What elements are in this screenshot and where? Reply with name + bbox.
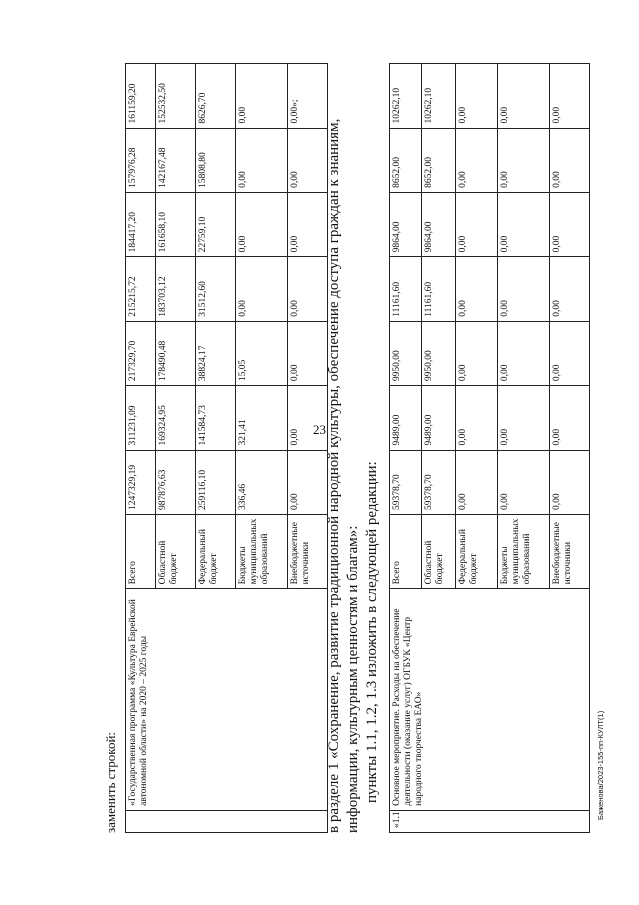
funding-source-cell: Всего — [390, 514, 422, 588]
amount-cell: 15808,80 — [196, 128, 236, 192]
amount-cell: 0,00 — [550, 450, 590, 514]
amount-cell: 0,00 — [456, 257, 498, 321]
funding-source-cell: Внебюджетные источники — [550, 514, 590, 588]
amount-cell: 10262,10 — [422, 64, 456, 129]
amount-cell: 0,00 — [288, 386, 328, 450]
amount-cell: 31512,60 — [196, 257, 236, 321]
amount-cell: 0,00 — [456, 128, 498, 192]
funding-source-cell: Всего — [126, 514, 156, 588]
amount-cell: 9950,00 — [390, 321, 422, 385]
amount-cell: 0,00 — [456, 450, 498, 514]
amount-cell: 161159,20 — [126, 64, 156, 129]
amount-cell: 0,00 — [498, 257, 550, 321]
amount-cell: 9489,00 — [390, 386, 422, 450]
amount-cell: 321,41 — [236, 386, 288, 450]
funding-source-cell: Федеральный бюджет — [196, 514, 236, 588]
amount-cell: 0,00 — [236, 192, 288, 256]
amount-cell: 184417,20 — [126, 192, 156, 256]
amount-cell: 8652,00 — [390, 128, 422, 192]
paragraph-line-2: информации, культурным ценностям и благам»: — [345, 525, 361, 833]
amount-cell: 0,00 — [550, 257, 590, 321]
amount-cell: 59378,70 — [390, 450, 422, 514]
amount-cell: 178490,48 — [156, 321, 196, 385]
footer-code-text: Баженова/2023-155-пп-КУЛТ(1) — [596, 710, 605, 820]
item-title-cell: Основное мероприятие. Расходы на обеспечение деятельности (оказание услуг) ОГБУК «Центр народного творчества ЕАО» — [390, 589, 590, 810]
funding-source-cell: Бюджеты муниципальных образований — [236, 514, 288, 588]
amount-cell: 0,00 — [550, 321, 590, 385]
amount-cell: 0,00 — [498, 321, 550, 385]
table-row — [126, 64, 156, 833]
rotated-content — [97, 63, 573, 833]
amount-cell: 142167,48 — [156, 128, 196, 192]
table-row — [390, 64, 422, 833]
amount-cell: 259116,10 — [196, 450, 236, 514]
amount-cell: 217329,70 — [126, 321, 156, 385]
amount-cell: 0,00 — [288, 257, 328, 321]
amount-cell: 0,00 — [550, 64, 590, 129]
amount-cell: 0,00 — [456, 321, 498, 385]
amount-cell: 0,00 — [456, 192, 498, 256]
page-number: 23 — [313, 422, 326, 437]
funding-source-cell: Внебюджетные источники — [288, 514, 328, 588]
amount-cell: 169324,95 — [156, 386, 196, 450]
amount-cell: 11161,60 — [390, 257, 422, 321]
amount-cell: 9864,00 — [390, 192, 422, 256]
amount-cell: 0,00 — [498, 450, 550, 514]
amount-cell: 0,00 — [236, 257, 288, 321]
budget-table-program — [125, 63, 328, 833]
amount-cell: 311231,09 — [126, 386, 156, 450]
paragraph-line-3: пункты 1.1, 1.2, 1.3 изложить в следующей редакции: — [364, 461, 380, 803]
funding-source-cell: Областной бюджет — [156, 514, 196, 588]
section-paragraph — [325, 63, 382, 833]
amount-cell: 0,00 — [456, 64, 498, 129]
amount-cell: 22759,10 — [196, 192, 236, 256]
item-number-cell: «1.1 — [390, 810, 590, 832]
amount-cell: 987876,63 — [156, 450, 196, 514]
amount-cell: 0,00 — [498, 64, 550, 129]
funding-source-cell: Бюджеты муниципальных образований — [498, 514, 550, 588]
intro-text: заменить строкой: — [103, 731, 118, 833]
amount-cell: 1247329,19 — [126, 450, 156, 514]
amount-cell: 0,00»; — [288, 64, 328, 129]
amount-cell: 0,00 — [288, 321, 328, 385]
amount-cell: 9489,00 — [422, 386, 456, 450]
amount-cell: 183703,12 — [156, 257, 196, 321]
budget-table-measures — [389, 63, 590, 833]
amount-cell: 215215,72 — [126, 257, 156, 321]
amount-cell: 157976,28 — [126, 128, 156, 192]
amount-cell: 8626,70 — [196, 64, 236, 129]
amount-cell: 0,00 — [550, 128, 590, 192]
amount-cell: 59378,70 — [422, 450, 456, 514]
funding-source-cell: Областной бюджет — [422, 514, 456, 588]
amount-cell: 141584,73 — [196, 386, 236, 450]
amount-cell: 0,00 — [288, 450, 328, 514]
amount-cell: 161658,10 — [156, 192, 196, 256]
amount-cell: 0,00 — [498, 192, 550, 256]
paragraph-line-1: в разделе 1 «Сохранение, развитие традиционной народной культуры, обеспечение доступа граждан к знаниям, — [326, 118, 342, 833]
amount-cell: 10262,10 — [390, 64, 422, 129]
amount-cell: 11161,60 — [422, 257, 456, 321]
amount-cell: 0,00 — [550, 192, 590, 256]
amount-cell: 0,00 — [236, 128, 288, 192]
amount-cell: 0,00 — [236, 64, 288, 129]
amount-cell: 0,00 — [498, 386, 550, 450]
amount-cell: 0,00 — [288, 192, 328, 256]
amount-cell: 9864,00 — [422, 192, 456, 256]
amount-cell: 152532,50 — [156, 64, 196, 129]
amount-cell: 0,00 — [456, 386, 498, 450]
funding-source-cell: Федеральный бюджет — [456, 514, 498, 588]
amount-cell: 9950,00 — [422, 321, 456, 385]
amount-cell: 15,05 — [236, 321, 288, 385]
amount-cell: 0,00 — [288, 128, 328, 192]
amount-cell: 336,46 — [236, 450, 288, 514]
item-title-cell: «Государственная программа «Культура Еврейской автономной области» на 2020 – 2025 годы — [126, 589, 328, 810]
amount-cell: 0,00 — [550, 386, 590, 450]
amount-cell: 0,00 — [498, 128, 550, 192]
amount-cell: 38824,17 — [196, 321, 236, 385]
item-number-cell — [126, 810, 328, 832]
amount-cell: 8652,00 — [422, 128, 456, 192]
